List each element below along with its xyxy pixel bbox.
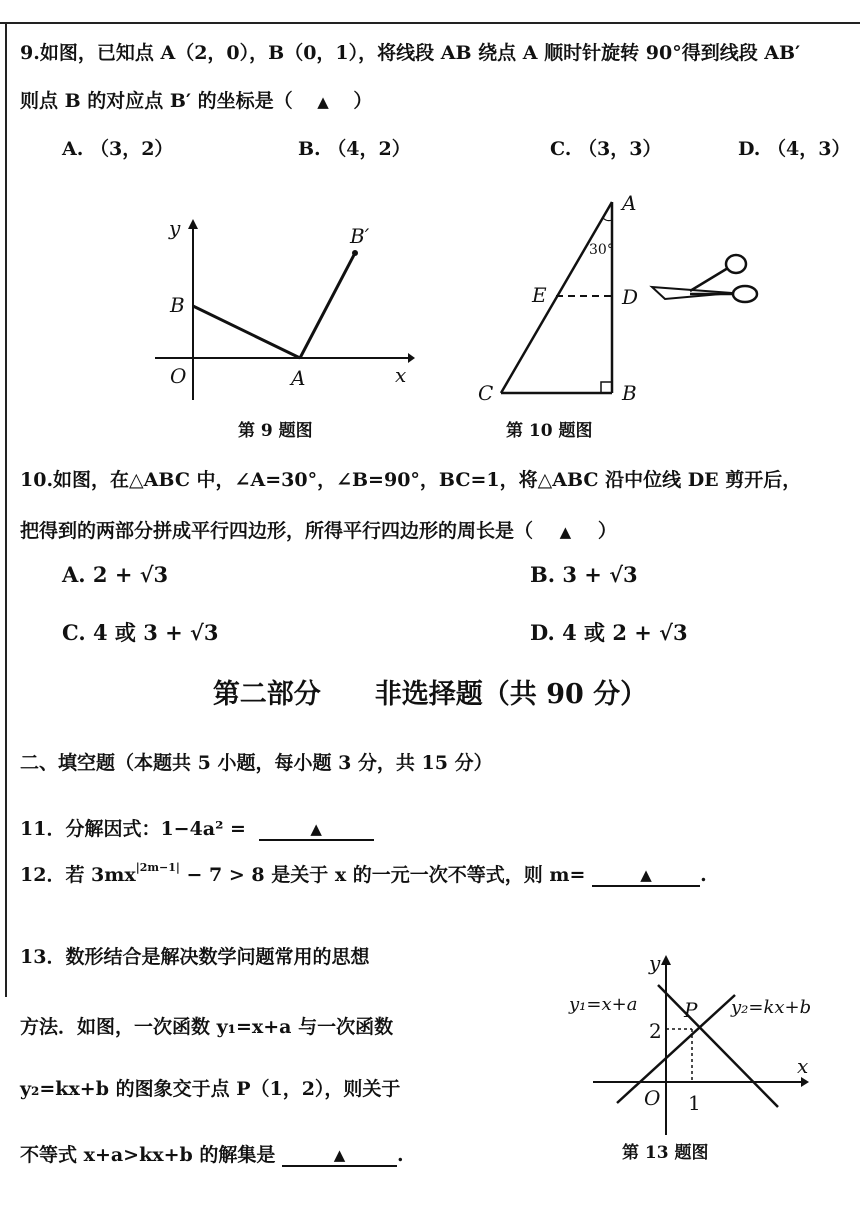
q12-answer-marker: ▲ (640, 866, 652, 884)
page-left-border (5, 22, 7, 997)
fill-section-heading: 二、填空题（本题共 5 小题，每小题 3 分，共 15 分） (20, 752, 493, 774)
q10-option-a: A. 2 + √3 (62, 562, 169, 587)
q13-answer-blank[interactable] (282, 1143, 397, 1167)
q10-label-b: B (622, 381, 637, 405)
page-top-border (0, 22, 860, 24)
q10-label-e: E (532, 283, 547, 307)
q9-label-x: x (395, 363, 407, 387)
q10-answer-marker: ▲ (559, 523, 572, 541)
q12-line (20, 860, 707, 887)
q13-line3: y₂=kx+b 的图象交于点 P（1，2），则关于 (20, 1078, 401, 1100)
q12-text-post: − 7 > 8 是关于 x 的一元一次不等式，则 m= (179, 864, 586, 886)
q9-x-arrow-icon (408, 353, 415, 363)
q9-option-c: C. （3，3） (550, 138, 662, 160)
q11-line (20, 814, 374, 841)
q13-label-x: x (797, 1054, 809, 1078)
q13-line4 (20, 1140, 404, 1167)
q10-right-angle-icon (601, 382, 612, 393)
q11-answer-marker: ▲ (310, 820, 322, 838)
q10-side-ac (501, 202, 612, 393)
q10-stem-end: ） (597, 520, 617, 542)
q10-caption: 第 10 题图 (506, 421, 593, 441)
q10-label-d: D (622, 285, 639, 309)
q9-figure (155, 205, 415, 405)
q9-point-bp (352, 250, 358, 256)
q10-figure (470, 190, 780, 410)
q13-label-y1: y₁=x+a (569, 994, 638, 1015)
q13-label-one: 1 (688, 1091, 701, 1115)
q10-option-b: B. 3 + √3 (530, 562, 638, 587)
q10-stem-line2 (20, 516, 617, 543)
q13-label-y: y (649, 951, 661, 975)
q12-end: . (700, 864, 707, 886)
q13-line2: 方法．如图，一次函数 y₁=x+a 与一次函数 (20, 1016, 394, 1038)
q9-label-o: O (170, 364, 187, 388)
q13-end: . (397, 1144, 404, 1166)
q9-stem-end: ） (353, 90, 373, 112)
q12-answer-blank[interactable] (592, 863, 700, 887)
q10-option-c: C. 4 或 3 + √3 (62, 620, 219, 645)
q10-stem-line1: 10.如图，在△ABC 中，∠A=30°，∠B=90°，BC=1，将△ABC 沿中位线 DE 剪开后， (20, 469, 802, 491)
q10-stem-text: 把得到的两部分拼成平行四边形，所得平行四边形的周长是（ (20, 520, 534, 542)
q13-label-o: O (644, 1086, 661, 1110)
q11-text: 11．分解因式：1−4a² = (20, 818, 246, 840)
q9-option-b: B. （4，2） (298, 138, 411, 160)
q13-label-two: 2 (649, 1019, 662, 1043)
q12-text-pre: 12．若 3mx (20, 864, 136, 886)
q13-figure (565, 945, 825, 1145)
q9-stem-text: 则点 B 的对应点 B′ 的坐标是（ (20, 90, 293, 112)
q12-exponent: |2m−1| (135, 861, 180, 874)
q9-label-bp: B′ (350, 224, 370, 248)
q9-segment-ab (193, 306, 300, 358)
q9-option-a: A. （3，2） (62, 138, 174, 160)
q11-answer-blank[interactable] (259, 817, 374, 841)
part2-title: 第二部分 非选择题（共 90 分） (212, 679, 648, 710)
q9-stem-line1: 9.如图，已知点 A（2，0），B（0，1），将线段 AB 绕点 A 顺时针旋转 90°得到线段 AB′ (20, 42, 801, 64)
q13-y-arrow-icon (661, 955, 671, 965)
q9-label-a: A (291, 366, 306, 390)
q10-option-d: D. 4 或 2 + √3 (530, 620, 688, 645)
q9-segment-abp (300, 253, 355, 358)
q9-stem-line2 (20, 86, 372, 113)
q9-y-arrow-icon (188, 219, 198, 229)
q13-last-text: 不等式 x+a>kx+b 的解集是 (20, 1144, 276, 1166)
q10-label-angle: 30° (589, 242, 614, 258)
q13-answer-marker: ▲ (333, 1146, 346, 1164)
q13-line1: 13．数形结合是解决数学问题常用的思想 (20, 946, 370, 968)
q13-label-p: P (684, 998, 698, 1022)
q13-x-arrow-icon (801, 1077, 809, 1087)
q13-label-y2: y₂=kx+b (731, 997, 812, 1018)
q13-caption: 第 13 题图 (622, 1143, 709, 1163)
q9-option-d: D. （4，3） (738, 138, 851, 160)
q10-label-c: C (478, 381, 494, 405)
q9-label-b: B (170, 293, 185, 317)
q9-label-y: y (169, 216, 181, 240)
q9-answer-marker: ▲ (317, 93, 329, 111)
q10-angle-arc-icon (603, 218, 612, 221)
q9-caption: 第 9 题图 (238, 421, 313, 441)
q10-label-a: A (622, 191, 637, 215)
scissors-icon (652, 255, 757, 302)
